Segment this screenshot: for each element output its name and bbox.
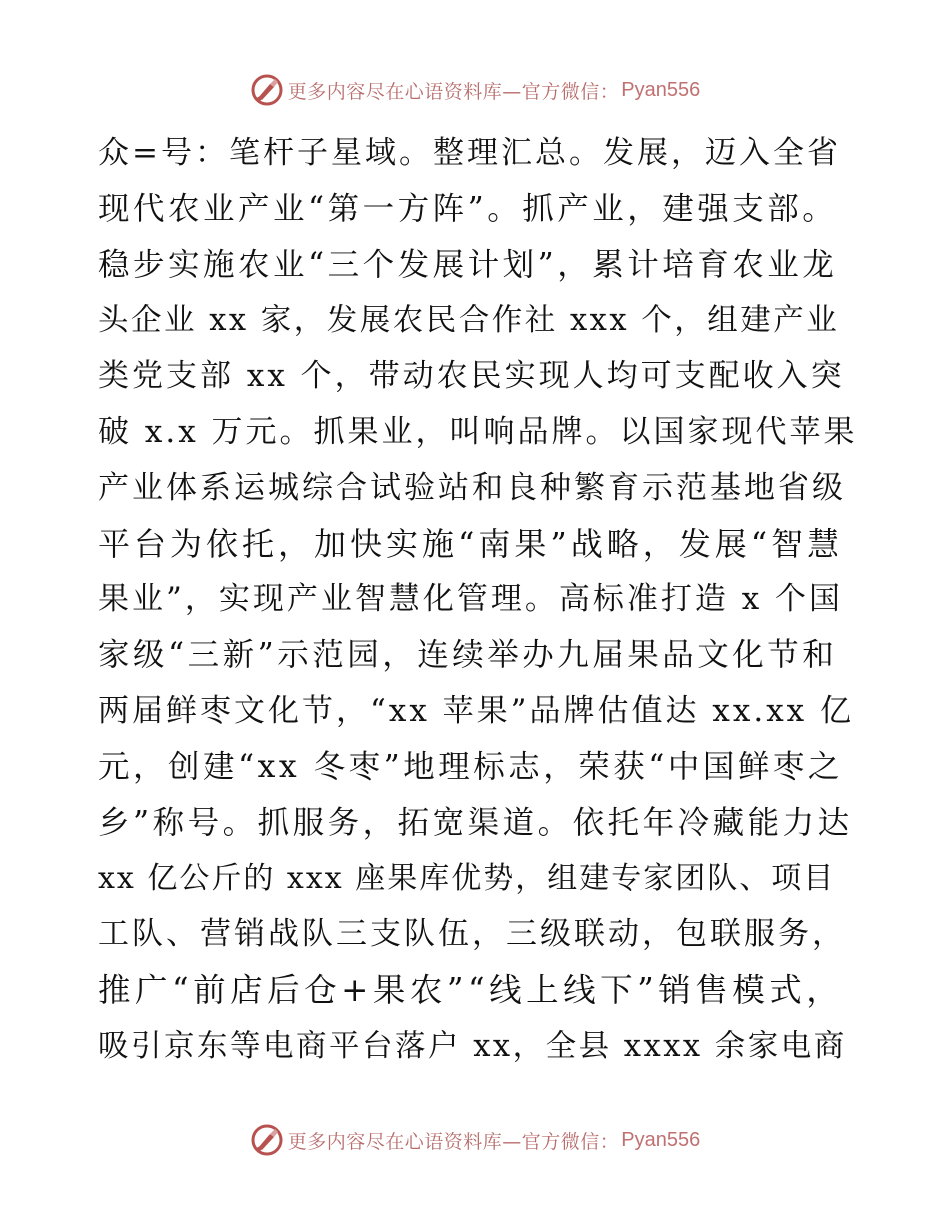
- pen-logo-icon: [250, 1123, 284, 1157]
- banner-text: 更多内容尽在心语资料库—官方微信：: [287, 1130, 620, 1153]
- footer-banner: [0, 1120, 950, 1160]
- banner-wechat-id: Pyan556: [621, 78, 701, 101]
- text-line: 产业体系运城综合试验站和良种繁育示范基地省级: [98, 469, 846, 506]
- document-body: [98, 126, 858, 1075]
- text-line: 类党支部 xx 个，带动农民实现人均可支配收入突: [98, 358, 845, 395]
- text-line: 乡”称号。抓服务，拓宽渠道。依托年冷藏能力达: [98, 804, 853, 841]
- text-line: 现代农业产业“第一方阵”。抓产业，建强支部。: [98, 190, 838, 227]
- text-line: 家级“三新”示范园，连续举办九届果品文化节和: [98, 637, 838, 674]
- text-line: 吸引京东等电商平台落户 xx，全县 xxxx 余家电商: [98, 1028, 847, 1064]
- text-line: 破 x.x 万元。抓果业，叫响品牌。以国家现代苹果: [98, 413, 858, 450]
- text-line: 头企业 xx 家，发展农民合作社 xxx 个，组建产业: [98, 303, 840, 339]
- text-line: 众=号：笔杆子星域。整理汇总。发展，迈入全省: [98, 135, 841, 171]
- text-line: 推广“前店后仓+果农”“线上线下”销售模式，: [98, 970, 844, 1009]
- text-line: 工队、营销战队三支队伍，三级联动，包联服务，: [98, 916, 846, 953]
- pen-logo-icon: [250, 73, 284, 107]
- banner-text: 更多内容尽在心语资料库—官方微信：: [287, 80, 620, 103]
- text-line: 平台为依托，加快实施“南果”战略，发展“智慧: [98, 524, 844, 563]
- text-line: 果业”，实现产业智慧化管理。高标准打造 x 个国: [98, 581, 844, 618]
- text-line: 元，创建“xx 冬枣”地理标志，荣获“中国鲜枣之: [98, 748, 843, 785]
- header-banner: [0, 70, 950, 110]
- text-line: xx 亿公斤的 xxx 座果库优势，组建专家团队、项目: [98, 861, 836, 897]
- text-line: 两届鲜枣文化节，“xx 苹果”品牌估值达 xx.xx 亿: [98, 692, 855, 729]
- banner-wechat-id: Pyan556: [621, 1128, 701, 1151]
- text-line: 稳步实施农业“三个发展计划”，累计培育农业龙: [98, 246, 838, 283]
